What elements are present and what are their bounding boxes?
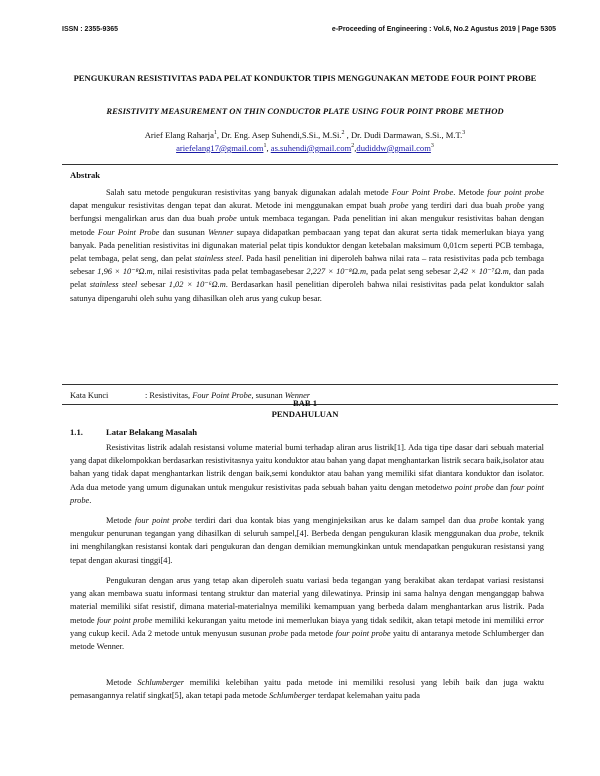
author-1-sup: 1 [213, 130, 217, 136]
email-link-3[interactable]: dudiddw@gmail.com [356, 142, 431, 153]
author-block [70, 128, 540, 154]
author-3: , Dr. Dudi Darmawan, S.Si., M.T. [344, 129, 463, 140]
email-2-sup: 2 [351, 142, 355, 149]
value-pcb-copper: 1,96 × 10⁻⁸Ω.m [97, 267, 153, 277]
body-paragraph-3: Pengukuran dengan arus yang tetap akan diperoleh suatu variasi beda tegangan yang berakibat akan terdapat variasi resistansi yang akan membawa suatu informasi tentang struktur dan material yang dilewatinya. Prinsip ini sama halnya dengan menganggap bahwa material memiliki sifat resistif, dimana material-materialnya memiliki kemampuan yang berbeda dalam menghantarkan arus listrik. Pada metode four point probe memiliki kekurangan yaitu metode ini memerlukan biaya yang tidak sedikit, akan tetapi metode ini memiliki error yang cukup kecil. Ada 2 metode untuk menyusun susunan probe pada metode four point probe yaitu di antaranya metode Schlumberger dan metode Wenner. [70, 576, 545, 652]
keywords-top-rule [62, 384, 558, 385]
keywords-label: Kata Kunci [70, 391, 109, 400]
author-3-sup: 3 [462, 130, 466, 136]
keywords-line: Kata Kunci : Resistivitas, Four Point Probe, susunan Wenner [70, 391, 311, 400]
body-paragraph-4: Metode Schlumberger memiliki kelebihan yaitu pada metode ini memiliki resolusi yang lebih baik dan juga waktu pemasangannya relatif singkat[5], akan tetapi pada metode Schlumberger terdapat kelemahan yaitu pada [70, 678, 544, 701]
abstract-heading: Abstrak [70, 170, 101, 180]
chapter-number: BAB 1 [292, 398, 318, 408]
value-zinc-plate: 2,42 × 10⁻⁷Ω.m [453, 267, 509, 277]
author-2-sup: 2 [341, 130, 345, 136]
section-title: Latar Belakang Masalah [106, 427, 198, 437]
author-2: , Dr. Eng. Asep Suhendi,S.Si., M.Si. [216, 129, 342, 140]
author-emails: ariefelang17@gmail.com$^1$, as.suhendi@gmail.com$^2$,dudiddw@gmail.com$^3$ [176, 142, 434, 153]
email-3-sup: 3 [430, 142, 434, 149]
body-paragraph-1: Resistivitas listrik adalah resistansi volume material bumi terhadap aliran arus listrik[1]. Ada tiga tipe dasar dari sebuah material yang dapat dikelompokkan berdasarkan resistivitasnya yaitu konduktor atau bahan yang dapat menghantarkan listrik secara baik,isolator atau bahan yang tidak dapat menghantarkan listrik dengan baik,semi konduktor atau bahan yang memiliki sifat diantara konduktor dan isolator. Ada dua metode yang umum digunakan untuk mengukur resistivitas pada sebuah bahan yaitu dengan metodetwo point probe dan four point probe. [70, 443, 544, 505]
email-link-2[interactable]: as.suhendi@gmail.com [270, 142, 352, 153]
author-1: Arief Elang Raharja [144, 129, 214, 140]
value-stainless-steel: 1,02 × 10⁻⁶Ω.m [168, 280, 226, 290]
chapter-title: PENDAHULUAN [271, 409, 339, 419]
journal-info: e-Proceeding of Engineering : Vol.6, No.2 Agustus 2019 | Page 5305 [331, 26, 556, 33]
value-copper-plate: 2,227 × 10⁻⁸Ω.m [306, 267, 367, 277]
email-1-sup: 1 [263, 142, 267, 149]
issn-label: ISSN : 2355-9365 [62, 26, 119, 33]
section-number: 1.1. [70, 427, 83, 437]
abstract-top-rule [62, 164, 558, 165]
body-paragraph-2: Metode four point probe terdiri dari dua kontak bias yang menginjeksikan arus ke dalam sampel dan dua probe kontak yang mengukur penurunan tegangan yang dihasilkan di seluruh sampel,[4]. Berbeda dengan pengukuran klasik menggunakan dua probe, teknik ini menghilangkan resistansi kontak dari pengukuran dan dengan demikian memungkinkan untuk mendapatkan pengukuran resistansi yang tepat dengan akurasi tinggi[4]. [70, 516, 545, 565]
section-heading [70, 427, 197, 437]
author-names [70, 128, 540, 141]
email-link-1[interactable]: ariefelang17@gmail.com [176, 142, 264, 153]
title-english: RESISTIVITY MEASUREMENT ON THIN CONDUCTOR PLATE USING FOUR POINT PROBE METHOD [106, 106, 504, 116]
abstract-text: Salah satu metode pengukuran resistivitas yang banyak digunakan adalah metode Four Point Probe. Metode four point probe dapat mengukur resistivitas dengan tepat dan akurat. Metode ini menggunakan empat buah probe yang terdiri dari dua buah probe yang berfungsi mengalirkan arus dan dua buah probe untuk membaca tegangan. Pada penelitian ini akan mengukur resistivitas bahan dengan metode Four Point Probe dan susunan Wenner supaya didapatkan pembacaan yang tepat dan akurat serta tidak memerlukan biaya yang banyak. Pada penelitian resistivitas ini digunakan material pelat tipis konduktor dengan ketebalan maksimum 0,01cm seperti PCB tembaga, pelat tembaga, pelat seng, dan pelat stainless steel. Pada hasil penelitian ini diperoleh bahwa nilai rata – rata resistivitas pada pcb tembaga sebesar 1,96 × 10⁻⁸Ω.m, nilai resistivitas pada pelat tembagasebesar 2,227 × 10⁻⁸Ω.m, pada pelat seng sebesar 2,42 × 10⁻⁷Ω.m, dan pada pelat stainless steel sebesar 1,02 × 10⁻⁶Ω.m. Berdasarkan hasil penelitian diperoleh bahwa nilai resistivitas pada pelat konduktor salah satunya dipengaruhi oleh suhu yang dihasilkan oleh arus yang cukup besar. [70, 188, 545, 303]
title-indonesian: PENGUKURAN RESISTIVITAS PADA PELAT KONDUKTOR TIPIS MENGGUNAKAN METODE FOUR POINT PROBE [73, 73, 537, 83]
